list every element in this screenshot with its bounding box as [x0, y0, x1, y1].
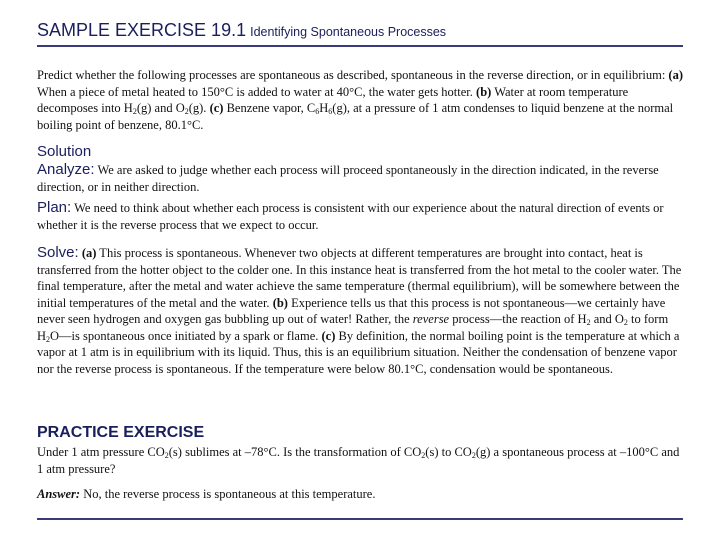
problem-statement — [37, 67, 683, 133]
part-b-text: (g). — [188, 101, 210, 115]
part-b-label: (b) — [476, 84, 492, 99]
part-c-text: H — [319, 101, 329, 115]
emphasis-reverse: reverse — [412, 312, 450, 326]
subscript: 6 — [315, 107, 320, 116]
part-a-text: When a piece of metal heated to 150°C is added to water at 40°C, the water gets hotter. — [37, 84, 477, 99]
plan-text: We need to think about whether each process is consistent with our experience about the natural direction of events or whether it is the reverse process that we expect to occur. — [37, 201, 664, 232]
plan-label: Plan: — [37, 199, 72, 216]
solve-c-text: By definition, the normal boiling point is the temperature at which a vapor at 1 atm is in equilibrium with its liquid. Thus, this is an equilibrium situation. Neither the condensation of benzene vapor nor the reverse process is spontaneous. If the temperature were below 80.1°C, condensation would be spontaneous. — [37, 328, 680, 376]
exercise-title: SAMPLE EXERCISE 19.1 — [37, 20, 247, 40]
solve-b-text: process—the reaction of H — [449, 312, 587, 326]
solve-a-label: (a) — [81, 246, 97, 260]
subscript: 2 — [471, 451, 476, 460]
solve-label: Solve: — [37, 244, 79, 261]
practice-heading: PRACTICE EXERCISE — [37, 424, 205, 441]
solve-paragraph — [37, 245, 683, 377]
exercise-header — [37, 20, 446, 41]
practice-text: (g) a spontaneous process at –100°C and 1 atm pressure? — [37, 445, 680, 476]
header-rule — [37, 45, 683, 47]
practice-text: (s) sublimes at –78°C. Is the transformation of CO — [168, 445, 422, 459]
solve-b-text: to form H — [37, 312, 669, 343]
plan-paragraph — [37, 200, 683, 233]
subscript: 2 — [623, 318, 628, 327]
solve-b-text: Experience tells us that this process is not spontaneous—we certainly have never seen hydrogen and oxygen gas bubbling up out of water! Rather, the — [37, 295, 666, 326]
subscript: 2 — [184, 107, 189, 116]
exercise-subtitle: Identifying Spontaneous Processes — [250, 25, 447, 39]
solve-b-text: O—is spontaneous once initiated by a spark or flame. — [50, 328, 322, 343]
problem-intro: Predict whether the following processes are spontaneous as described, spontaneous in the reverse direction, or in equilibrium: — [37, 68, 669, 82]
part-c-text: (g), at a pressure of 1 atm condenses to liquid benzene at the normal boiling point of benzene, 80.1°C. — [37, 101, 674, 132]
solve-c-label: (c) — [321, 328, 336, 343]
subscript: 2 — [164, 451, 169, 460]
subscript: 2 — [46, 334, 51, 344]
solve-b-text: and O — [590, 312, 624, 326]
practice-text: (s) to CO — [425, 445, 472, 459]
part-b-text: (g) and O — [136, 101, 185, 115]
part-c-label: (c) — [209, 101, 224, 115]
analyze-label: Analyze: — [37, 161, 95, 178]
practice-answer — [37, 486, 683, 503]
solution-heading: Solution — [37, 143, 92, 160]
subscript: 2 — [421, 451, 426, 460]
practice-question — [37, 444, 683, 477]
subscript: 2 — [586, 318, 591, 327]
subscript: 6 — [328, 107, 333, 116]
subscript: 2 — [132, 107, 137, 116]
answer-label: Answer: — [37, 487, 81, 501]
part-c-text: Benzene vapor, C — [223, 101, 316, 115]
answer-text: No, the reverse process is spontaneous at this temperature. — [80, 487, 376, 501]
part-b-text: Water at room temperature decomposes into H — [37, 84, 629, 115]
analyze-text: We are asked to judge whether each process will proceed spontaneously in the direction indicated, in the reverse direction, or in neither direction. — [37, 163, 659, 194]
solve-b-label: (b) — [272, 295, 288, 310]
analyze-paragraph — [37, 162, 683, 195]
part-a-label: (a) — [668, 68, 683, 82]
solve-a-text: This process is spontaneous. Whenever two objects at different temperatures are brought into contact, heat is transferred from the hotter object to the colder one. In this instance heat is transferred from the hot metal to the cooler water. The final temperature, after the metal and water achieve the same temperature (thermal equilibrium), will be somewhere between the initial temperatures of the metal and the water. — [37, 246, 682, 310]
footer-rule — [37, 518, 683, 520]
practice-text: Under 1 atm pressure CO — [37, 445, 165, 459]
